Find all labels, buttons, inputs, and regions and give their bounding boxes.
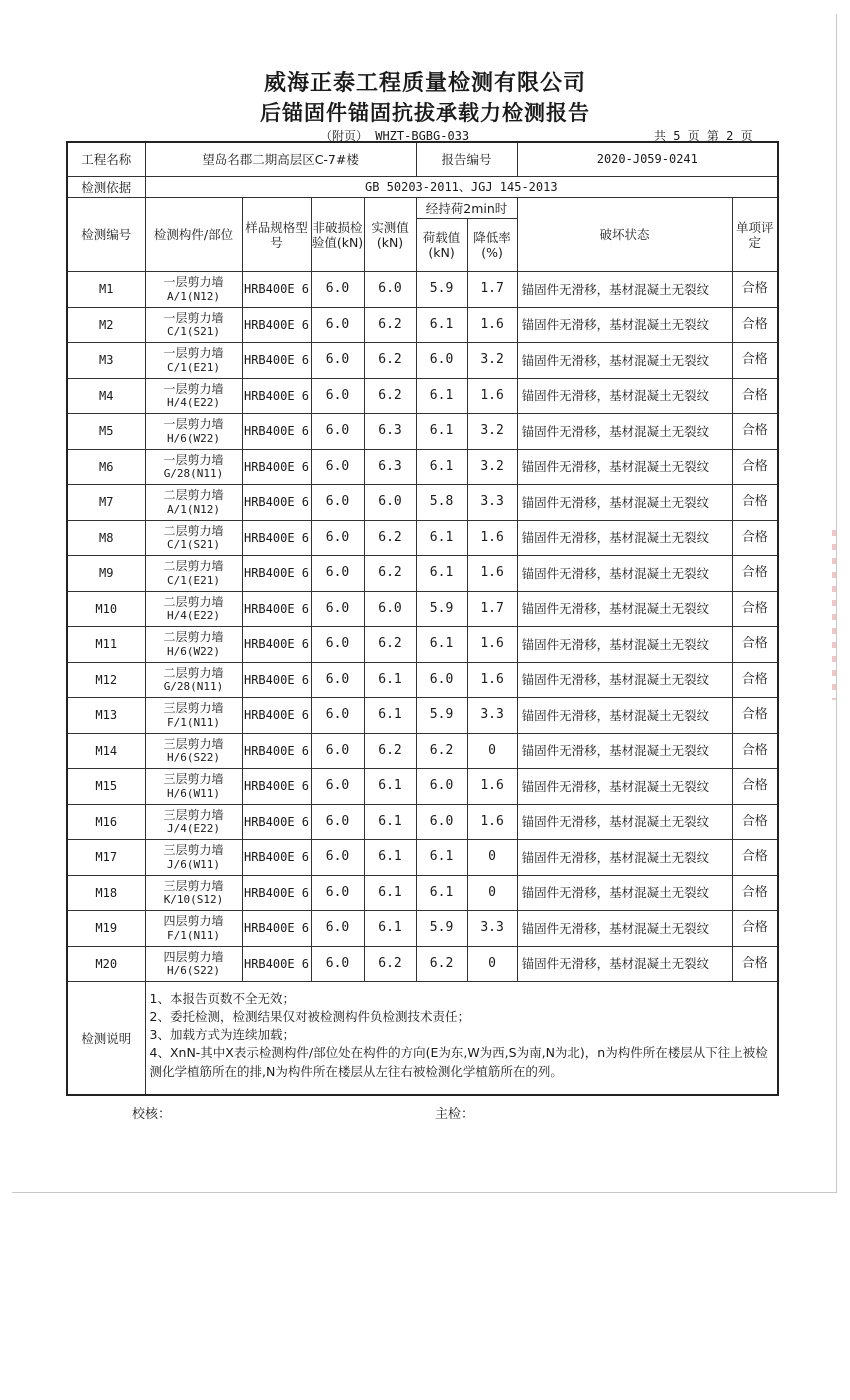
component-location: C/1(E21) xyxy=(167,360,220,374)
cell-load: 6.2 xyxy=(416,946,467,982)
document-number: （附页） WHZT-BGBG-033 xyxy=(320,129,470,143)
cell-measured: 6.2 xyxy=(364,307,416,343)
report-title: 后锚固件锚固抗拔承载力检测报告 xyxy=(260,101,590,125)
component-name: 二层剪力墙 xyxy=(163,559,224,574)
table-row xyxy=(67,343,778,379)
cell-component xyxy=(145,769,242,805)
component-name: 三层剪力墙 xyxy=(163,736,224,751)
cell-drop: 1.6 xyxy=(467,804,517,840)
cell-verdict: 合格 xyxy=(732,627,778,663)
cell-id: M4 xyxy=(67,378,145,414)
note-line: 4、XnN-其中X表示检测构件/部位处在构件的方向(E为东,W为西,S为南,N为北)，n为构件所在楼层从下往上被检测化学植筋所在的排,N为构件所在楼层从左往右被检测化学植筋所在的列。 xyxy=(149,1045,768,1079)
cell-component xyxy=(145,343,242,379)
cell-spec: HRB400E 6 xyxy=(242,840,311,876)
cell-component xyxy=(145,911,242,947)
report-no-value: 2020-J059-0241 xyxy=(517,142,778,177)
component-location: J/4(E22) xyxy=(167,822,220,836)
cell-verdict: 合格 xyxy=(732,911,778,947)
cell-spec: HRB400E 6 xyxy=(242,662,311,698)
cell-spec: HRB400E 6 xyxy=(242,627,311,663)
cell-load: 6.0 xyxy=(416,343,467,379)
cell-component xyxy=(145,804,242,840)
cell-spec: HRB400E 6 xyxy=(242,449,311,485)
component-name: 三层剪力墙 xyxy=(163,878,224,893)
cell-spec: HRB400E 6 xyxy=(242,946,311,982)
cell-drop: 1.6 xyxy=(467,307,517,343)
cell-failure: 锚固件无滑移，基材混凝土无裂纹 xyxy=(517,343,732,379)
table-row xyxy=(67,414,778,450)
project-row xyxy=(67,142,778,177)
cell-measured: 6.2 xyxy=(364,343,416,379)
cell-spec: HRB400E 6 xyxy=(242,911,311,947)
notes-label: 检测说明 xyxy=(67,982,145,1096)
cell-load: 6.1 xyxy=(416,875,467,911)
cell-measured: 6.1 xyxy=(364,875,416,911)
cell-failure: 锚固件无滑移，基材混凝土无裂纹 xyxy=(517,556,732,592)
component-location: H/6(S22) xyxy=(167,751,220,765)
cell-failure: 锚固件无滑移，基材混凝土无裂纹 xyxy=(517,307,732,343)
cell-component xyxy=(145,840,242,876)
component-name: 二层剪力墙 xyxy=(163,523,224,538)
cell-spec: HRB400E 6 xyxy=(242,804,311,840)
cell-component xyxy=(145,449,242,485)
cell-id: M18 xyxy=(67,875,145,911)
cell-measured: 6.2 xyxy=(364,556,416,592)
cell-measured: 6.2 xyxy=(364,946,416,982)
table-row xyxy=(67,804,778,840)
cell-nondestructive: 6.0 xyxy=(311,449,364,485)
cell-spec: HRB400E 6 xyxy=(242,520,311,556)
scan-stamp-edge xyxy=(832,530,836,700)
cell-load: 5.9 xyxy=(416,272,467,308)
note-line: 3、加载方式为连续加载； xyxy=(149,1027,295,1043)
table-row xyxy=(67,698,778,734)
report-table xyxy=(66,141,779,1096)
cell-failure: 锚固件无滑移，基材混凝土无裂纹 xyxy=(517,591,732,627)
cell-verdict: 合格 xyxy=(732,485,778,521)
cell-verdict: 合格 xyxy=(732,343,778,379)
table-row xyxy=(67,591,778,627)
cell-component xyxy=(145,627,242,663)
component-name: 二层剪力墙 xyxy=(163,665,224,680)
col-measured-header: 实测值(kN) xyxy=(364,198,416,272)
component-location: H/6(W22) xyxy=(167,644,220,658)
cell-nondestructive: 6.0 xyxy=(311,840,364,876)
report-no-label: 报告编号 xyxy=(416,142,517,177)
component-location: F/1(N11) xyxy=(167,928,220,942)
table-row xyxy=(67,556,778,592)
column-header-row xyxy=(67,198,778,219)
cell-nondestructive: 6.0 xyxy=(311,911,364,947)
cell-measured: 6.2 xyxy=(364,733,416,769)
cell-id: M3 xyxy=(67,343,145,379)
cell-component xyxy=(145,875,242,911)
cell-id: M1 xyxy=(67,272,145,308)
notes-content xyxy=(145,982,778,1096)
cell-nondestructive: 6.0 xyxy=(311,307,364,343)
cell-failure: 锚固件无滑移，基材混凝土无裂纹 xyxy=(517,946,732,982)
component-location: A/1(N12) xyxy=(167,502,220,516)
cell-drop: 1.6 xyxy=(467,520,517,556)
component-name: 三层剪力墙 xyxy=(163,772,224,787)
cell-verdict: 合格 xyxy=(732,946,778,982)
component-name: 三层剪力墙 xyxy=(163,843,224,858)
cell-drop: 1.6 xyxy=(467,769,517,805)
cell-id: M10 xyxy=(67,591,145,627)
cell-id: M16 xyxy=(67,804,145,840)
cell-id: M15 xyxy=(67,769,145,805)
component-name: 三层剪力墙 xyxy=(163,807,224,822)
cell-nondestructive: 6.0 xyxy=(311,378,364,414)
checker-signature-label: 校核： xyxy=(132,1107,172,1122)
cell-drop: 0 xyxy=(467,875,517,911)
component-name: 四层剪力墙 xyxy=(163,949,224,964)
cell-id: M14 xyxy=(67,733,145,769)
cell-id: M2 xyxy=(67,307,145,343)
cell-load: 6.1 xyxy=(416,449,467,485)
component-location: H/6(W22) xyxy=(167,431,220,445)
cell-measured: 6.1 xyxy=(364,698,416,734)
cell-id: M6 xyxy=(67,449,145,485)
cell-verdict: 合格 xyxy=(732,414,778,450)
table-row xyxy=(67,627,778,663)
table-row xyxy=(67,733,778,769)
component-name: 二层剪力墙 xyxy=(163,488,224,503)
cell-failure: 锚固件无滑移，基材混凝土无裂纹 xyxy=(517,414,732,450)
component-location: F/1(N11) xyxy=(167,715,220,729)
col-component-header: 检测构件/部位 xyxy=(145,198,242,272)
component-location: H/4(E22) xyxy=(167,609,220,623)
cell-spec: HRB400E 6 xyxy=(242,591,311,627)
cell-id: M12 xyxy=(67,662,145,698)
cell-spec: HRB400E 6 xyxy=(242,875,311,911)
component-name: 一层剪力墙 xyxy=(163,310,224,325)
basis-label: 检测依据 xyxy=(67,177,145,198)
cell-measured: 6.0 xyxy=(364,272,416,308)
cell-drop: 1.6 xyxy=(467,378,517,414)
cell-verdict: 合格 xyxy=(732,520,778,556)
cell-load: 5.9 xyxy=(416,911,467,947)
cell-component xyxy=(145,414,242,450)
component-location: G/28(N11) xyxy=(163,680,224,694)
table-row xyxy=(67,875,778,911)
table-row xyxy=(67,840,778,876)
cell-spec: HRB400E 6 xyxy=(242,556,311,592)
component-name: 一层剪力墙 xyxy=(163,452,224,467)
cell-component xyxy=(145,698,242,734)
note-line: 2、委托检测，检测结果仅对被检测构件负检测技术责任； xyxy=(149,1009,470,1025)
cell-drop: 1.6 xyxy=(467,627,517,663)
cell-failure: 锚固件无滑移，基材混凝土无裂纹 xyxy=(517,662,732,698)
cell-failure: 锚固件无滑移，基材混凝土无裂纹 xyxy=(517,875,732,911)
cell-load: 6.1 xyxy=(416,378,467,414)
cell-failure: 锚固件无滑移，基材混凝土无裂纹 xyxy=(517,840,732,876)
cell-component xyxy=(145,946,242,982)
cell-verdict: 合格 xyxy=(732,875,778,911)
cell-verdict: 合格 xyxy=(732,840,778,876)
table-row xyxy=(67,485,778,521)
cell-failure: 锚固件无滑移，基材混凝土无裂纹 xyxy=(517,627,732,663)
component-name: 三层剪力墙 xyxy=(163,701,224,716)
col-nondestructive-header: 非破损检验值(kN) xyxy=(311,198,364,272)
cell-drop: 0 xyxy=(467,840,517,876)
cell-nondestructive: 6.0 xyxy=(311,343,364,379)
notes-row xyxy=(67,982,778,1096)
page-info: 共 5 页 第 2 页 xyxy=(654,129,753,143)
component-name: 一层剪力墙 xyxy=(163,346,224,361)
cell-load: 6.1 xyxy=(416,520,467,556)
cell-id: M8 xyxy=(67,520,145,556)
basis-row xyxy=(67,177,778,198)
cell-nondestructive: 6.0 xyxy=(311,804,364,840)
cell-drop: 3.2 xyxy=(467,414,517,450)
basis-value: GB 50203-2011、JGJ 145-2013 xyxy=(145,177,778,198)
cell-nondestructive: 6.0 xyxy=(311,662,364,698)
cell-load: 5.8 xyxy=(416,485,467,521)
cell-drop: 3.3 xyxy=(467,911,517,947)
component-name: 四层剪力墙 xyxy=(163,914,224,929)
component-location: H/6(S22) xyxy=(167,964,220,978)
component-location: C/1(S21) xyxy=(167,538,220,552)
cell-verdict: 合格 xyxy=(732,804,778,840)
component-location: C/1(S21) xyxy=(167,325,220,339)
table-row xyxy=(67,378,778,414)
cell-nondestructive: 6.0 xyxy=(311,414,364,450)
cell-verdict: 合格 xyxy=(732,662,778,698)
cell-verdict: 合格 xyxy=(732,449,778,485)
cell-spec: HRB400E 6 xyxy=(242,343,311,379)
cell-failure: 锚固件无滑移，基材混凝土无裂纹 xyxy=(517,698,732,734)
cell-id: M5 xyxy=(67,414,145,450)
cell-component xyxy=(145,485,242,521)
cell-measured: 6.2 xyxy=(364,627,416,663)
component-name: 一层剪力墙 xyxy=(163,417,224,432)
cell-component xyxy=(145,591,242,627)
cell-spec: HRB400E 6 xyxy=(242,698,311,734)
project-name-label: 工程名称 xyxy=(67,142,145,177)
table-row xyxy=(67,449,778,485)
cell-drop: 3.3 xyxy=(467,485,517,521)
col-load-header: 荷载值(kN) xyxy=(416,219,467,272)
cell-nondestructive: 6.0 xyxy=(311,875,364,911)
component-name: 二层剪力墙 xyxy=(163,630,224,645)
cell-nondestructive: 6.0 xyxy=(311,733,364,769)
cell-spec: HRB400E 6 xyxy=(242,378,311,414)
cell-load: 6.1 xyxy=(416,840,467,876)
cell-id: M17 xyxy=(67,840,145,876)
cell-nondestructive: 6.0 xyxy=(311,485,364,521)
col-drop-header: 降低率(%) xyxy=(467,219,517,272)
cell-failure: 锚固件无滑移，基材混凝土无裂纹 xyxy=(517,449,732,485)
cell-component xyxy=(145,662,242,698)
cell-id: M9 xyxy=(67,556,145,592)
supervisor-signature-label: 主检： xyxy=(435,1107,475,1122)
cell-spec: HRB400E 6 xyxy=(242,272,311,308)
cell-drop: 3.2 xyxy=(467,449,517,485)
cell-spec: HRB400E 6 xyxy=(242,414,311,450)
cell-measured: 6.0 xyxy=(364,485,416,521)
cell-drop: 0 xyxy=(467,733,517,769)
table-row xyxy=(67,307,778,343)
cell-component xyxy=(145,733,242,769)
cell-failure: 锚固件无滑移，基材混凝土无裂纹 xyxy=(517,804,732,840)
cell-failure: 锚固件无滑移，基材混凝土无裂纹 xyxy=(517,733,732,769)
cell-component xyxy=(145,378,242,414)
cell-measured: 6.1 xyxy=(364,911,416,947)
col-hold-group-header: 经持荷2min时 xyxy=(416,198,517,219)
cell-verdict: 合格 xyxy=(732,556,778,592)
cell-component xyxy=(145,520,242,556)
cell-failure: 锚固件无滑移，基材混凝土无裂纹 xyxy=(517,769,732,805)
cell-measured: 6.1 xyxy=(364,840,416,876)
col-verdict-header: 单项评定 xyxy=(732,198,778,272)
cell-spec: HRB400E 6 xyxy=(242,307,311,343)
cell-component xyxy=(145,307,242,343)
component-location: K/10(S12) xyxy=(163,893,224,907)
cell-drop: 3.3 xyxy=(467,698,517,734)
company-name: 威海正泰工程质量检测有限公司 xyxy=(263,71,586,96)
cell-measured: 6.1 xyxy=(364,769,416,805)
cell-load: 6.1 xyxy=(416,414,467,450)
cell-measured: 6.2 xyxy=(364,378,416,414)
cell-id: M20 xyxy=(67,946,145,982)
table-row xyxy=(67,946,778,982)
cell-id: M7 xyxy=(67,485,145,521)
cell-load: 5.9 xyxy=(416,698,467,734)
component-location: H/6(W11) xyxy=(167,786,220,800)
cell-spec: HRB400E 6 xyxy=(242,733,311,769)
cell-nondestructive: 6.0 xyxy=(311,591,364,627)
component-location: A/1(N12) xyxy=(167,289,220,303)
cell-failure: 锚固件无滑移，基材混凝土无裂纹 xyxy=(517,272,732,308)
cell-verdict: 合格 xyxy=(732,272,778,308)
cell-nondestructive: 6.0 xyxy=(311,946,364,982)
table-row xyxy=(67,272,778,308)
component-location: G/28(N11) xyxy=(163,467,224,481)
cell-verdict: 合格 xyxy=(732,698,778,734)
cell-component xyxy=(145,272,242,308)
cell-id: M11 xyxy=(67,627,145,663)
table-row xyxy=(67,662,778,698)
component-location: J/6(W11) xyxy=(167,857,220,871)
cell-drop: 1.7 xyxy=(467,591,517,627)
cell-measured: 6.1 xyxy=(364,662,416,698)
cell-verdict: 合格 xyxy=(732,769,778,805)
cell-load: 6.1 xyxy=(416,556,467,592)
cell-id: M19 xyxy=(67,911,145,947)
table-row xyxy=(67,911,778,947)
cell-verdict: 合格 xyxy=(732,378,778,414)
cell-drop: 1.6 xyxy=(467,556,517,592)
cell-spec: HRB400E 6 xyxy=(242,769,311,805)
cell-load: 6.0 xyxy=(416,769,467,805)
cell-spec: HRB400E 6 xyxy=(242,485,311,521)
cell-failure: 锚固件无滑移，基材混凝土无裂纹 xyxy=(517,520,732,556)
cell-drop: 1.6 xyxy=(467,662,517,698)
cell-load: 6.0 xyxy=(416,804,467,840)
component-name: 一层剪力墙 xyxy=(163,275,224,290)
project-name-value: 望岛名郡二期高层区C-7#楼 xyxy=(145,142,416,177)
cell-drop: 3.2 xyxy=(467,343,517,379)
cell-load: 6.1 xyxy=(416,307,467,343)
cell-measured: 6.3 xyxy=(364,449,416,485)
cell-load: 6.0 xyxy=(416,662,467,698)
cell-verdict: 合格 xyxy=(732,591,778,627)
cell-measured: 6.2 xyxy=(364,520,416,556)
table-row xyxy=(67,769,778,805)
col-id-header: 检测编号 xyxy=(67,198,145,272)
note-line: 1、本报告页数不全无效； xyxy=(149,991,295,1006)
cell-measured: 6.1 xyxy=(364,804,416,840)
cell-failure: 锚固件无滑移，基材混凝土无裂纹 xyxy=(517,378,732,414)
cell-nondestructive: 6.0 xyxy=(311,556,364,592)
cell-load: 6.1 xyxy=(416,627,467,663)
cell-id: M13 xyxy=(67,698,145,734)
cell-verdict: 合格 xyxy=(732,307,778,343)
col-spec-header: 样品规格型号 xyxy=(242,198,311,272)
cell-nondestructive: 6.0 xyxy=(311,520,364,556)
cell-drop: 0 xyxy=(467,946,517,982)
component-name: 一层剪力墙 xyxy=(163,381,224,396)
cell-nondestructive: 6.0 xyxy=(311,627,364,663)
cell-verdict: 合格 xyxy=(732,733,778,769)
cell-nondestructive: 6.0 xyxy=(311,698,364,734)
cell-load: 6.2 xyxy=(416,733,467,769)
cell-failure: 锚固件无滑移，基材混凝土无裂纹 xyxy=(517,485,732,521)
col-failure-header: 破坏状态 xyxy=(517,198,732,272)
cell-drop: 1.7 xyxy=(467,272,517,308)
cell-failure: 锚固件无滑移，基材混凝土无裂纹 xyxy=(517,911,732,947)
cell-component xyxy=(145,556,242,592)
table-row xyxy=(67,520,778,556)
cell-measured: 6.3 xyxy=(364,414,416,450)
component-name: 二层剪力墙 xyxy=(163,594,224,609)
cell-nondestructive: 6.0 xyxy=(311,769,364,805)
cell-nondestructive: 6.0 xyxy=(311,272,364,308)
cell-measured: 6.0 xyxy=(364,591,416,627)
component-location: H/4(E22) xyxy=(167,396,220,410)
cell-load: 5.9 xyxy=(416,591,467,627)
component-location: C/1(E21) xyxy=(167,573,220,587)
